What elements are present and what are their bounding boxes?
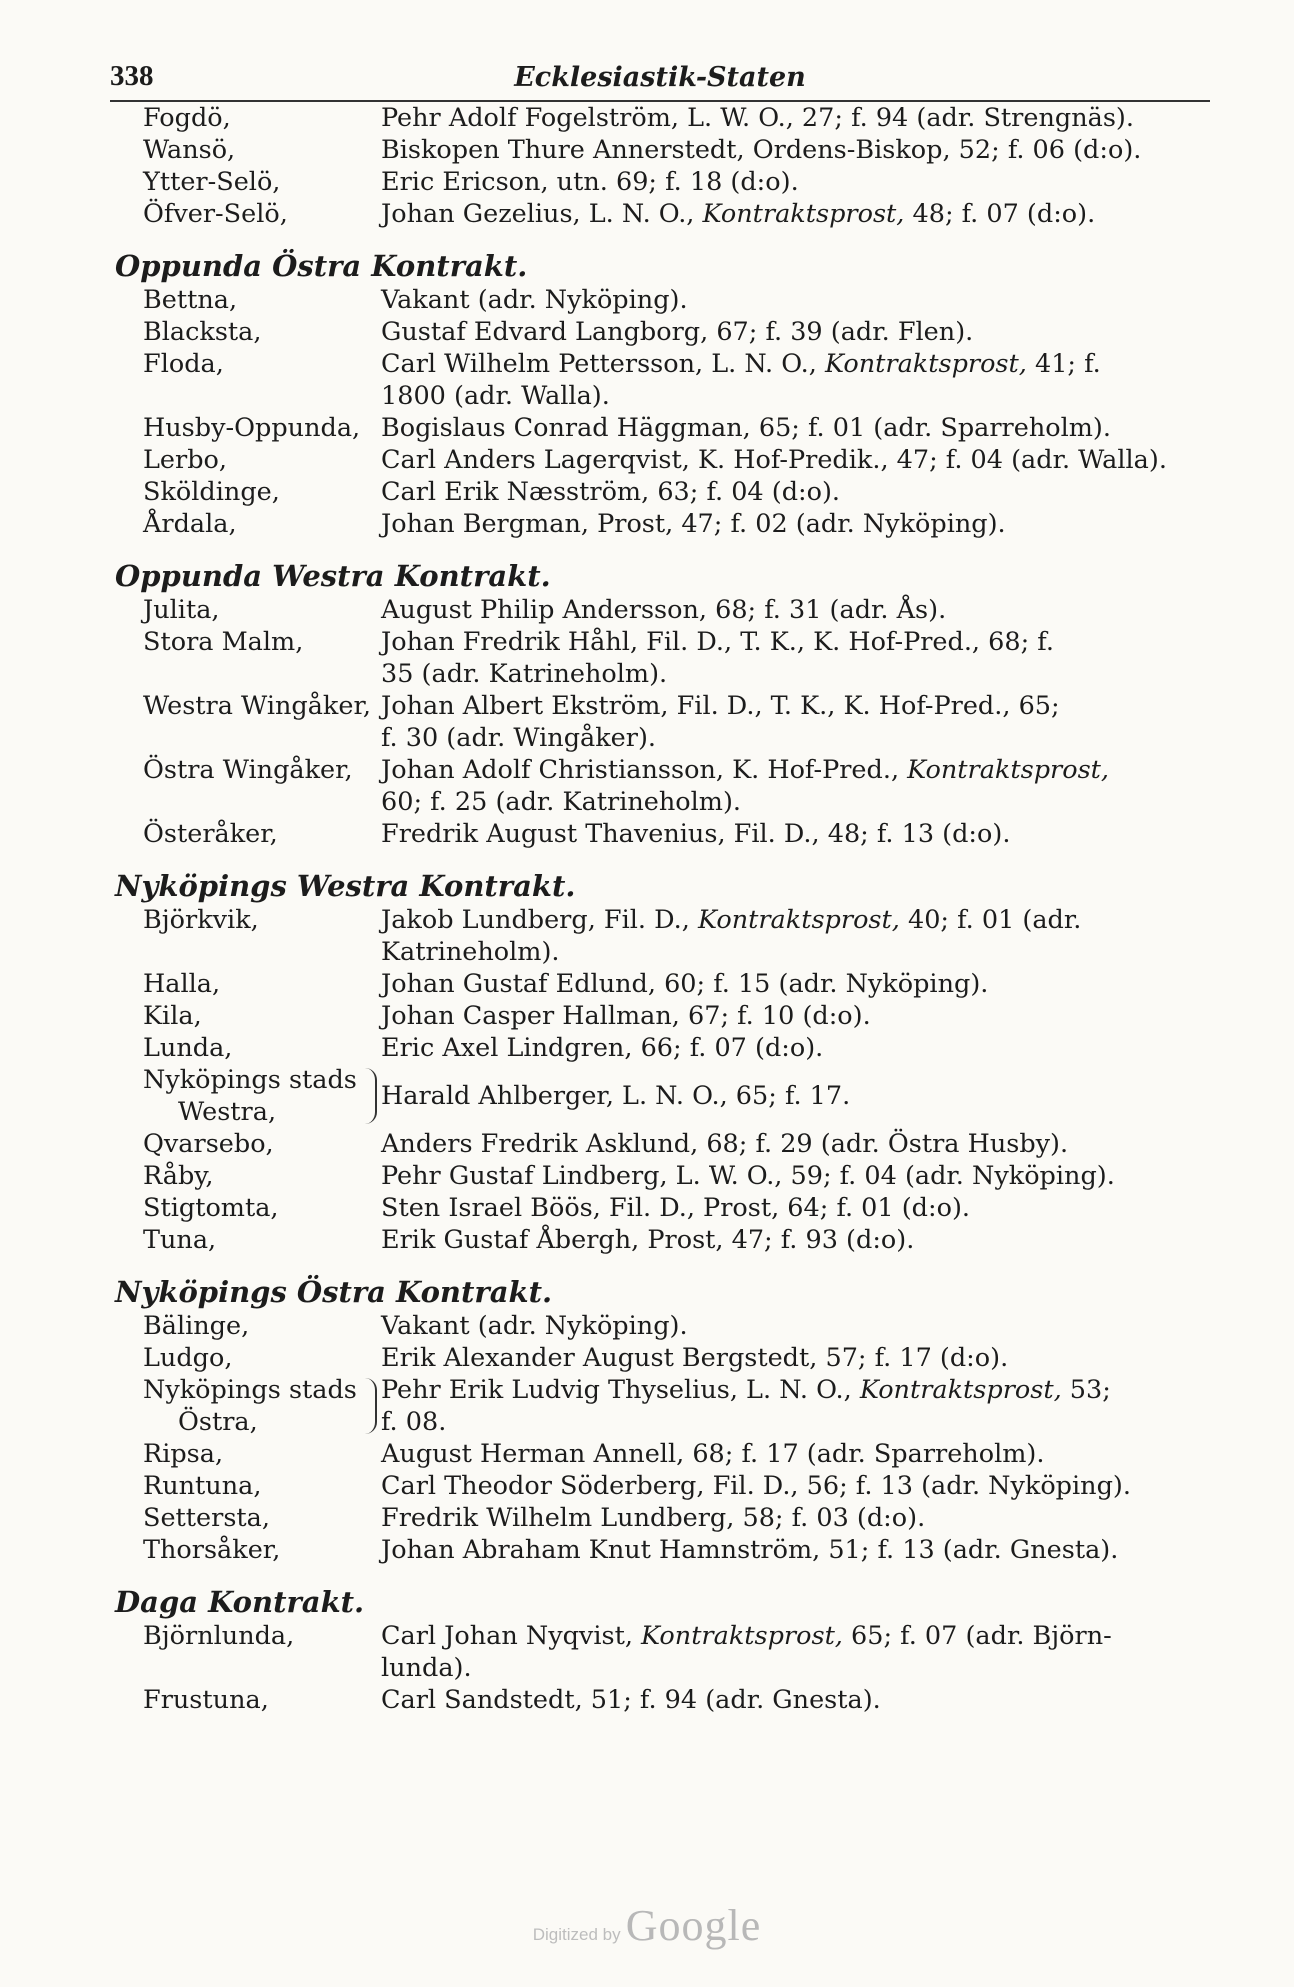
parish-name-spacer bbox=[110, 936, 381, 968]
clergy-details bbox=[381, 594, 1230, 626]
parish-name: Stigtomta, bbox=[143, 1193, 279, 1223]
google-logo: Google bbox=[625, 1901, 762, 1950]
parish-entry bbox=[110, 1128, 1230, 1160]
title-italic: Kontraktsprost, bbox=[825, 349, 1027, 379]
parish-entry bbox=[110, 1470, 1230, 1502]
parish-entry bbox=[110, 1310, 1230, 1342]
parish-entry bbox=[110, 1684, 1230, 1716]
digitization-watermark bbox=[0, 1900, 1294, 1951]
details-text: Gustaf Edvard Langborg, 67; f. 39 (adr. Flen). bbox=[381, 317, 974, 347]
parish-name: Frustuna, bbox=[143, 1685, 269, 1715]
page-header bbox=[110, 60, 1210, 102]
parish-entry bbox=[110, 1000, 1230, 1032]
parish-entry bbox=[110, 412, 1230, 444]
details-text: Johan Fredrik Håhl, Fil. D., T. K., K. Hof-Pred., 68; f. bbox=[381, 627, 1054, 657]
details-text: Anders Fredrik Asklund, 68; f. 29 (adr. Östra Husby). bbox=[381, 1129, 1069, 1159]
parish-entry bbox=[110, 102, 1230, 134]
parish-entry bbox=[110, 1502, 1230, 1534]
section-heading: Nyköpings Westra Kontrakt. bbox=[115, 869, 576, 903]
details-text: 48; f. 07 (d:o). bbox=[904, 199, 1096, 229]
clergy-details bbox=[381, 134, 1230, 166]
details-text: Johan Gezelius, L. N. O., bbox=[381, 199, 703, 229]
details-text: Johan Abraham Knut Hamnström, 51; f. 13 (adr. Gnesta). bbox=[381, 1535, 1119, 1565]
parish-name: Kila, bbox=[143, 1001, 202, 1031]
parish-entry bbox=[110, 904, 1230, 936]
details-text: Carl Anders Lagerqvist, K. Hof-Predik., 47; f. 04 (adr. Walla). bbox=[381, 445, 1167, 475]
clergy-details bbox=[381, 626, 1230, 658]
clergy-details-block bbox=[381, 1374, 1230, 1438]
parish-entry bbox=[110, 166, 1230, 198]
parish-name: Nyköpings stads bbox=[143, 1375, 357, 1405]
parish-name-spacer bbox=[110, 380, 381, 412]
clergy-details bbox=[381, 412, 1230, 444]
parish-name: Halla, bbox=[143, 969, 221, 999]
details-text: Fredrik Wilhelm Lundberg, 58; f. 03 (d:o). bbox=[381, 1503, 926, 1533]
clergy-details bbox=[381, 1438, 1230, 1470]
parish-entry bbox=[110, 348, 1230, 380]
details-text: 53; bbox=[1061, 1375, 1111, 1405]
parish-name: Settersta, bbox=[143, 1503, 270, 1533]
clergy-details bbox=[381, 1192, 1230, 1224]
details-text: Pehr Gustaf Lindberg, L. W. O., 59; f. 04 (adr. Nyköping). bbox=[381, 1161, 1115, 1191]
clergy-details bbox=[381, 1374, 1230, 1406]
bracketed-parish-entry bbox=[110, 1064, 1230, 1128]
parish-entry bbox=[110, 316, 1230, 348]
parish-name-group bbox=[110, 1064, 381, 1128]
clergy-details bbox=[381, 1128, 1230, 1160]
clergy-details bbox=[381, 1620, 1230, 1652]
title-italic: Kontraktsprost, bbox=[641, 1621, 843, 1651]
details-text: Johan Adolf Christiansson, K. Hof-Pred., bbox=[381, 755, 908, 785]
parish-name: Lunda, bbox=[143, 1033, 233, 1063]
parish-name: Årdala, bbox=[143, 509, 237, 539]
details-text: Eric Axel Lindgren, 66; f. 07 (d:o). bbox=[381, 1033, 824, 1063]
clergy-details bbox=[381, 476, 1230, 508]
clergy-details: 35 (adr. Katrineholm). bbox=[381, 659, 668, 689]
details-text: Carl Wilhelm Pettersson, L. N. O., bbox=[381, 349, 825, 379]
clergy-details bbox=[381, 316, 1230, 348]
clergy-details bbox=[381, 198, 1230, 230]
parish-entry bbox=[110, 594, 1230, 626]
parish-name: Österåker, bbox=[143, 819, 278, 849]
parish-name: Julita, bbox=[143, 595, 220, 625]
parish-entry bbox=[110, 690, 1230, 722]
parish-name: Nyköpings stads bbox=[143, 1065, 357, 1095]
clergy-details: Katrineholm). bbox=[381, 937, 560, 967]
parish-entry bbox=[110, 1032, 1230, 1064]
clergy-details: 60; f. 25 (adr. Katrineholm). bbox=[381, 787, 742, 817]
clergy-details bbox=[381, 1160, 1230, 1192]
details-text: Erik Alexander August Bergstedt, 57; f. 17 (d:o). bbox=[381, 1343, 1009, 1373]
parish-name: Thorsåker, bbox=[143, 1535, 281, 1565]
details-text: Fredrik August Thavenius, Fil. D., 48; f. 13 (d:o). bbox=[381, 819, 1011, 849]
parish-entry-continuation bbox=[110, 1652, 1230, 1684]
details-text: Johan Gustaf Edlund, 60; f. 15 (adr. Nyköping). bbox=[381, 969, 989, 999]
clergy-details: Harald Ahlberger, L. N. O., 65; f. 17. bbox=[381, 1081, 851, 1111]
section-heading: Daga Kontrakt. bbox=[115, 1585, 365, 1619]
parish-name-sub: Östra, bbox=[178, 1407, 258, 1437]
parish-name: Bettna, bbox=[143, 285, 238, 315]
parish-entry bbox=[110, 1534, 1230, 1566]
clergy-details bbox=[381, 904, 1230, 936]
details-text: Carl Sandstedt, 51; f. 94 (adr. Gnesta). bbox=[381, 1685, 881, 1715]
title-italic: Kontraktsprost, bbox=[907, 755, 1110, 785]
directory-listing bbox=[110, 102, 1230, 1716]
details-text: Carl Erik Næsström, 63; f. 04 (d:o). bbox=[381, 477, 841, 507]
clergy-details: lunda). bbox=[381, 1653, 472, 1683]
parish-entry-continuation bbox=[110, 786, 1230, 818]
parish-name: Björnlunda, bbox=[143, 1621, 295, 1651]
parish-name-sub: Westra, bbox=[178, 1097, 277, 1127]
parish-name: Bälinge, bbox=[143, 1311, 250, 1341]
parish-name-spacer bbox=[110, 722, 381, 754]
parish-name: Husby-Oppunda, bbox=[143, 413, 361, 443]
clergy-details bbox=[381, 1502, 1230, 1534]
details-text: August Herman Annell, 68; f. 17 (adr. Sparreholm). bbox=[381, 1439, 1045, 1469]
parish-name-group bbox=[110, 1374, 381, 1438]
parish-entry bbox=[110, 754, 1230, 786]
parish-name: Ludgo, bbox=[143, 1343, 233, 1373]
section-heading: Oppunda Östra Kontrakt. bbox=[115, 249, 528, 283]
details-text: 40; f. 01 (adr. bbox=[899, 905, 1082, 935]
parish-entry bbox=[110, 198, 1230, 230]
clergy-details: f. 08. bbox=[381, 1407, 447, 1437]
digitized-by-text: Digitized by bbox=[532, 1925, 621, 1944]
details-text: Carl Johan Nyqvist, bbox=[381, 1621, 642, 1651]
parish-entry-continuation bbox=[110, 722, 1230, 754]
clergy-details bbox=[381, 1470, 1230, 1502]
clergy-details bbox=[381, 166, 1230, 198]
details-text: Pehr Adolf Fogelström, L. W. O., 27; f. 94 (adr. Strengnäs). bbox=[381, 103, 1134, 133]
parish-entry bbox=[110, 1192, 1230, 1224]
details-text: Carl Theodor Söderberg, Fil. D., 56; f. 13 (adr. Nyköping). bbox=[381, 1471, 1131, 1501]
clergy-details bbox=[381, 1534, 1230, 1566]
clergy-details bbox=[381, 1310, 1230, 1342]
details-text: Johan Albert Ekström, Fil. D., T. K., K. Hof-Pred., 65; bbox=[381, 691, 1060, 721]
parish-name: Stora Malm, bbox=[143, 627, 304, 657]
details-text: 65; f. 07 (adr. Björn- bbox=[842, 1621, 1112, 1651]
title-italic: Kontraktsprost, bbox=[697, 905, 900, 935]
parish-entry bbox=[110, 444, 1230, 476]
section-heading: Oppunda Westra Kontrakt. bbox=[115, 559, 551, 593]
parish-entry bbox=[110, 284, 1230, 316]
parish-entry bbox=[110, 476, 1230, 508]
parish-entry bbox=[110, 818, 1230, 850]
parish-entry-continuation bbox=[110, 658, 1230, 690]
parish-entry bbox=[110, 508, 1230, 540]
clergy-details-block bbox=[381, 1064, 1230, 1128]
details-text: Pehr Erik Ludvig Thyselius, L. N. O., bbox=[381, 1375, 860, 1405]
parish-name: Tuna, bbox=[143, 1225, 217, 1255]
clergy-details bbox=[381, 754, 1230, 786]
details-text: Vakant (adr. Nyköping). bbox=[381, 1311, 688, 1341]
parish-name: Lerbo, bbox=[143, 445, 227, 475]
clergy-details bbox=[381, 690, 1230, 722]
parish-name: Runtuna, bbox=[143, 1471, 262, 1501]
parish-name: Fogdö, bbox=[143, 103, 231, 133]
clergy-details bbox=[381, 444, 1230, 476]
parish-name-spacer bbox=[110, 658, 381, 690]
parish-entry bbox=[110, 1160, 1230, 1192]
clergy-details bbox=[381, 508, 1230, 540]
brace-bracket bbox=[361, 1378, 377, 1434]
title-italic: Kontraktsprost, bbox=[702, 199, 905, 229]
details-text: Bogislaus Conrad Häggman, 65; f. 01 (adr. Sparreholm). bbox=[381, 413, 1111, 443]
parish-name: Råby, bbox=[143, 1161, 214, 1191]
clergy-details bbox=[381, 348, 1230, 380]
clergy-details bbox=[381, 1684, 1230, 1716]
parish-name: Floda, bbox=[143, 349, 224, 379]
parish-name: Ytter-Selö, bbox=[143, 167, 281, 197]
parish-name: Sköldinge, bbox=[143, 477, 280, 507]
details-text: Sten Israel Böös, Fil. D., Prost, 64; f. 01 (d:o). bbox=[381, 1193, 971, 1223]
clergy-details bbox=[381, 102, 1230, 134]
parish-name: Ripsa, bbox=[143, 1439, 224, 1469]
parish-entry bbox=[110, 1438, 1230, 1470]
page-number: 338 bbox=[110, 60, 154, 92]
parish-name: Blacksta, bbox=[143, 317, 262, 347]
details-text: Erik Gustaf Åbergh, Prost, 47; f. 93 (d:o). bbox=[381, 1225, 915, 1255]
parish-name: Björkvik, bbox=[143, 905, 259, 935]
parish-name: Westra Wingåker, bbox=[143, 691, 371, 721]
parish-entry bbox=[110, 1620, 1230, 1652]
parish-entry-continuation bbox=[110, 936, 1230, 968]
bracketed-parish-entry bbox=[110, 1374, 1230, 1438]
clergy-details bbox=[381, 1342, 1230, 1374]
title-italic: Kontraktsprost, bbox=[859, 1375, 1062, 1405]
parish-name-spacer bbox=[110, 786, 381, 818]
details-text: Eric Ericson, utn. 69; f. 18 (d:o). bbox=[381, 167, 799, 197]
brace-bracket bbox=[361, 1068, 377, 1124]
clergy-details bbox=[381, 1224, 1230, 1256]
clergy-details: 1800 (adr. Walla). bbox=[381, 381, 610, 411]
parish-name: Qvarsebo, bbox=[143, 1129, 274, 1159]
parish-entry bbox=[110, 968, 1230, 1000]
details-text: Biskopen Thure Annerstedt, Ordens-Biskop, 52; f. 06 (d:o). bbox=[381, 135, 1142, 165]
parish-name: Östra Wingåker, bbox=[143, 755, 353, 785]
parish-entry bbox=[110, 134, 1230, 166]
clergy-details bbox=[381, 1032, 1230, 1064]
running-title: Ecklesiastik-Staten bbox=[514, 62, 806, 93]
clergy-details bbox=[381, 968, 1230, 1000]
parish-name: Öfver-Selö, bbox=[143, 199, 288, 229]
details-text: 41; f. bbox=[1026, 349, 1101, 379]
parish-name: Wansö, bbox=[143, 135, 236, 165]
parish-entry bbox=[110, 626, 1230, 658]
clergy-details: f. 30 (adr. Wingåker). bbox=[381, 723, 657, 753]
clergy-details bbox=[381, 1000, 1230, 1032]
clergy-details bbox=[381, 818, 1230, 850]
parish-entry bbox=[110, 1224, 1230, 1256]
parish-entry bbox=[110, 1342, 1230, 1374]
details-text: Johan Bergman, Prost, 47; f. 02 (adr. Nyköping). bbox=[381, 509, 1006, 539]
section-heading: Nyköpings Östra Kontrakt. bbox=[115, 1275, 553, 1309]
details-text: Vakant (adr. Nyköping). bbox=[381, 285, 688, 315]
parish-entry-continuation bbox=[110, 380, 1230, 412]
details-text: August Philip Andersson, 68; f. 31 (adr. Ås). bbox=[381, 595, 947, 625]
parish-name-spacer bbox=[110, 1652, 381, 1684]
details-text: Johan Casper Hallman, 67; f. 10 (d:o). bbox=[381, 1001, 871, 1031]
details-text: Jakob Lundberg, Fil. D., bbox=[381, 905, 698, 935]
clergy-details bbox=[381, 284, 1230, 316]
